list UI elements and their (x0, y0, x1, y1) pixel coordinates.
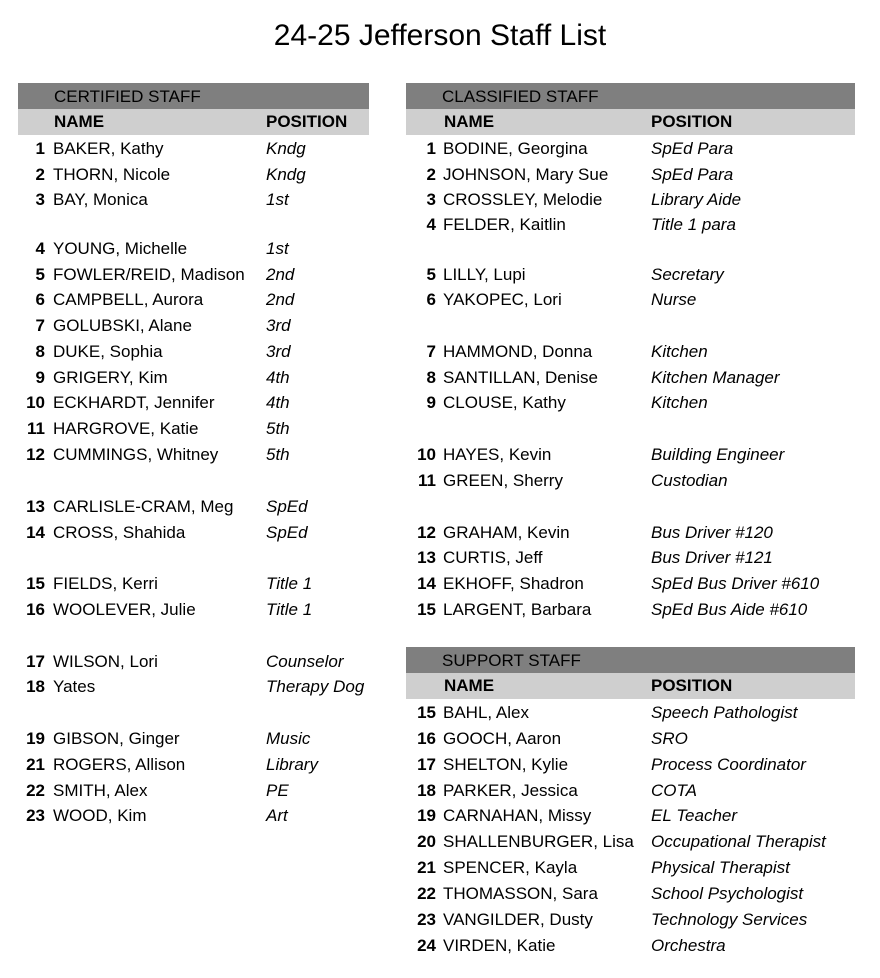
staff-number: 21 (417, 858, 436, 877)
staff-name: SMITH, Alex (53, 781, 148, 800)
staff-number: 11 (27, 419, 45, 438)
staff-position: Therapy Dog (266, 677, 365, 696)
staff-number: 11 (418, 471, 436, 490)
staff-position: Kitchen (651, 342, 708, 361)
staff-row (18, 571, 369, 596)
staff-row (406, 468, 855, 493)
page-title: 24-25 Jefferson Staff List (273, 19, 607, 52)
classified-column-header (406, 109, 855, 135)
staff-name: THORN, Nicole (53, 165, 171, 184)
staff-number: 7 (35, 316, 45, 335)
staff-name: DUKE, Sophia (53, 342, 163, 361)
staff-number: 3 (426, 190, 436, 209)
staff-position: COTA (651, 781, 697, 800)
staff-position: Physical Therapist (651, 858, 790, 877)
staff-position: Occupational Therapist (651, 832, 826, 851)
staff-row (18, 390, 369, 415)
staff-name: VIRDEN, Katie (443, 936, 556, 955)
staff-row (18, 494, 369, 519)
staff-number: 10 (417, 445, 436, 464)
staff-number: 6 (35, 290, 45, 309)
staff-row (406, 855, 855, 880)
staff-name: CLOUSE, Kathy (443, 393, 566, 412)
position-column-label: POSITION (266, 112, 348, 131)
staff-name: CAMPBELL, Aurora (53, 290, 204, 309)
staff-number: 2 (35, 165, 45, 184)
staff-row (18, 752, 369, 777)
support-staff-heading: SUPPORT STAFF (406, 647, 855, 673)
staff-name: GRAHAM, Kevin (443, 523, 570, 542)
staff-name: YAKOPEC, Lori (443, 290, 562, 309)
staff-name: HAMMOND, Donna (443, 342, 593, 361)
position-column-label: POSITION (651, 112, 733, 131)
staff-row (406, 136, 855, 161)
staff-number: 4 (426, 215, 436, 234)
staff-row (18, 136, 369, 161)
staff-name: CURTIS, Jeff (443, 548, 543, 567)
staff-name: GOLUBSKI, Alane (53, 316, 192, 335)
staff-position: Title 1 para (651, 215, 736, 234)
staff-name: HAYES, Kevin (443, 445, 552, 464)
staff-row (406, 726, 855, 751)
staff-number: 12 (417, 523, 436, 542)
staff-position: Counselor (266, 652, 344, 671)
classified-staff-heading: CLASSIFIED STAFF (406, 83, 855, 109)
staff-row (18, 187, 369, 212)
staff-number: 22 (26, 781, 45, 800)
staff-number: 3 (35, 190, 45, 209)
staff-name: LILLY, Lupi (443, 265, 526, 284)
staff-position: Building Engineer (651, 445, 785, 464)
staff-position: 5th (266, 445, 290, 464)
staff-number: 4 (35, 239, 45, 258)
staff-number: 5 (426, 265, 436, 284)
staff-position: Kndg (266, 165, 306, 184)
support-column-header (406, 673, 855, 699)
staff-name: HARGROVE, Katie (53, 419, 199, 438)
staff-row (406, 597, 855, 622)
name-column-label: NAME (444, 112, 495, 131)
staff-number: 14 (26, 523, 45, 542)
staff-number: 19 (26, 729, 45, 748)
staff-name: BAY, Monica (53, 190, 148, 209)
staff-name: ROGERS, Allison (53, 755, 186, 774)
staff-number: 13 (26, 497, 45, 516)
staff-name: PARKER, Jessica (443, 781, 578, 800)
staff-position: Title 1 (266, 574, 313, 593)
staff-number: 9 (35, 368, 45, 387)
staff-position: SRO (651, 729, 688, 748)
staff-position: 4th (266, 368, 290, 387)
staff-name: THOMASSON, Sara (443, 884, 598, 903)
staff-position: 2nd (266, 265, 295, 284)
certified-staff-section (18, 83, 369, 825)
staff-position: 3rd (266, 316, 291, 335)
staff-name: ECKHARDT, Jennifer (53, 393, 215, 412)
staff-name: SPENCER, Kayla (443, 858, 578, 877)
staff-position: Process Coordinator (651, 755, 806, 774)
staff-row (18, 365, 369, 390)
staff-row (406, 287, 855, 312)
staff-row (406, 752, 855, 777)
staff-position: SpEd (266, 497, 308, 516)
staff-number: 18 (26, 677, 45, 696)
staff-position: PE (266, 781, 289, 800)
staff-number: 23 (417, 910, 436, 929)
staff-name: SANTILLAN, Denise (443, 368, 598, 387)
staff-position: 1st (266, 239, 289, 258)
staff-number: 18 (417, 781, 436, 800)
staff-position: Kitchen (651, 393, 708, 412)
staff-row (406, 365, 855, 390)
staff-name: SHELTON, Kylie (443, 755, 569, 774)
staff-row (18, 674, 369, 699)
staff-number: 16 (26, 600, 45, 619)
staff-position: Nurse (651, 290, 697, 309)
staff-position: Technology Services (651, 910, 808, 929)
staff-position: 1st (266, 190, 289, 209)
staff-position: Bus Driver #121 (651, 548, 773, 567)
staff-position: Custodian (651, 471, 728, 490)
staff-row (406, 390, 855, 415)
staff-position: Secretary (651, 265, 724, 284)
certified-column-header (18, 109, 369, 135)
staff-number: 15 (417, 703, 436, 722)
staff-row (18, 236, 369, 261)
staff-row (406, 162, 855, 187)
staff-position: Kndg (266, 139, 306, 158)
staff-row (406, 907, 855, 932)
staff-name: BAKER, Kathy (53, 139, 164, 158)
staff-name: CUMMINGS, Whitney (53, 445, 219, 464)
staff-position: SpEd Bus Aide #610 (651, 600, 808, 619)
staff-row (18, 287, 369, 312)
staff-row (406, 571, 855, 596)
staff-name: SHALLENBURGER, Lisa (443, 832, 634, 851)
staff-name: GIBSON, Ginger (53, 729, 180, 748)
staff-number: 6 (426, 290, 436, 309)
staff-name: GRIGERY, Kim (53, 368, 168, 387)
name-column-label: NAME (54, 112, 105, 131)
staff-number: 9 (426, 393, 436, 412)
staff-number: 8 (426, 368, 436, 387)
staff-row (406, 545, 855, 570)
staff-name: LARGENT, Barbara (443, 600, 592, 619)
staff-position: 3rd (266, 342, 291, 361)
staff-name: YOUNG, Michelle (53, 239, 188, 258)
staff-row (406, 829, 855, 854)
staff-number: 7 (426, 342, 436, 361)
staff-name: FIELDS, Kerri (53, 574, 158, 593)
staff-number: 5 (35, 265, 45, 284)
staff-row (406, 881, 855, 906)
staff-number: 20 (417, 832, 436, 851)
staff-position: Speech Pathologist (651, 703, 798, 722)
staff-name: Yates (53, 677, 96, 696)
staff-name: CARLISLE-CRAM, Meg (53, 497, 234, 516)
staff-number: 10 (26, 393, 45, 412)
staff-name: BODINE, Georgina (443, 139, 588, 158)
staff-row (18, 442, 369, 467)
staff-row (406, 212, 855, 237)
staff-name: WOOLEVER, Julie (53, 600, 196, 619)
staff-number: 21 (26, 755, 45, 774)
staff-name: FOWLER/REID, Madison (53, 265, 245, 284)
position-column-label: POSITION (651, 676, 733, 695)
staff-number: 15 (417, 600, 436, 619)
staff-position: 4th (266, 393, 290, 412)
staff-name: WOOD, Kim (53, 806, 147, 825)
staff-row (18, 726, 369, 751)
staff-row (406, 442, 855, 467)
staff-row (406, 933, 855, 958)
staff-row (18, 262, 369, 287)
staff-position: Art (266, 806, 288, 825)
staff-name: FELDER, Kaitlin (443, 215, 566, 234)
staff-position: EL Teacher (651, 806, 738, 825)
name-column-label: NAME (444, 676, 495, 695)
staff-name: WILSON, Lori (53, 652, 158, 671)
staff-row (406, 700, 855, 725)
staff-position: Library Aide (651, 190, 742, 209)
staff-position: SpEd Bus Driver #610 (651, 574, 820, 593)
staff-number: 22 (417, 884, 436, 903)
staff-row (18, 803, 369, 828)
staff-position: 5th (266, 419, 290, 438)
staff-number: 1 (35, 139, 45, 158)
staff-name: VANGILDER, Dusty (443, 910, 593, 929)
staff-number: 24 (417, 936, 436, 955)
staff-number: 8 (35, 342, 45, 361)
staff-name: CROSS, Shahida (53, 523, 186, 542)
staff-row (406, 339, 855, 364)
staff-row (406, 778, 855, 803)
staff-name: CARNAHAN, Missy (443, 806, 592, 825)
staff-number: 17 (26, 652, 45, 671)
staff-number: 14 (417, 574, 436, 593)
staff-number: 15 (26, 574, 45, 593)
staff-number: 13 (417, 548, 436, 567)
staff-position: Orchestra (651, 936, 726, 955)
staff-position: SpEd Para (651, 165, 734, 184)
staff-row (18, 778, 369, 803)
staff-row (406, 187, 855, 212)
staff-row (18, 649, 369, 674)
classified-staff-section (406, 83, 855, 619)
staff-position: 2nd (266, 290, 295, 309)
staff-position: Music (266, 729, 311, 748)
certified-staff-heading: CERTIFIED STAFF (18, 83, 369, 109)
staff-row (18, 416, 369, 441)
staff-number: 16 (417, 729, 436, 748)
staff-name: EKHOFF, Shadron (443, 574, 584, 593)
staff-position: Bus Driver #120 (651, 523, 773, 542)
staff-row (18, 162, 369, 187)
staff-row (18, 597, 369, 622)
staff-number: 2 (426, 165, 436, 184)
staff-row (18, 313, 369, 338)
staff-position: Title 1 (266, 600, 313, 619)
staff-name: BAHL, Alex (443, 703, 529, 722)
staff-position: SpEd (266, 523, 308, 542)
staff-row (18, 339, 369, 364)
staff-number: 23 (26, 806, 45, 825)
staff-position: SpEd Para (651, 139, 734, 158)
staff-name: GOOCH, Aaron (443, 729, 562, 748)
staff-number: 17 (417, 755, 436, 774)
staff-number: 19 (417, 806, 436, 825)
staff-row (18, 520, 369, 545)
staff-name: JOHNSON, Mary Sue (443, 165, 609, 184)
staff-number: 1 (426, 139, 436, 158)
staff-name: GREEN, Sherry (443, 471, 563, 490)
staff-number: 12 (26, 445, 45, 464)
staff-row (406, 803, 855, 828)
support-staff-section (406, 647, 855, 955)
staff-row (406, 520, 855, 545)
staff-name: CROSSLEY, Melodie (443, 190, 603, 209)
staff-row (406, 262, 855, 287)
staff-position: School Psychologist (651, 884, 804, 903)
staff-position: Kitchen Manager (651, 368, 780, 387)
staff-position: Library (266, 755, 318, 774)
